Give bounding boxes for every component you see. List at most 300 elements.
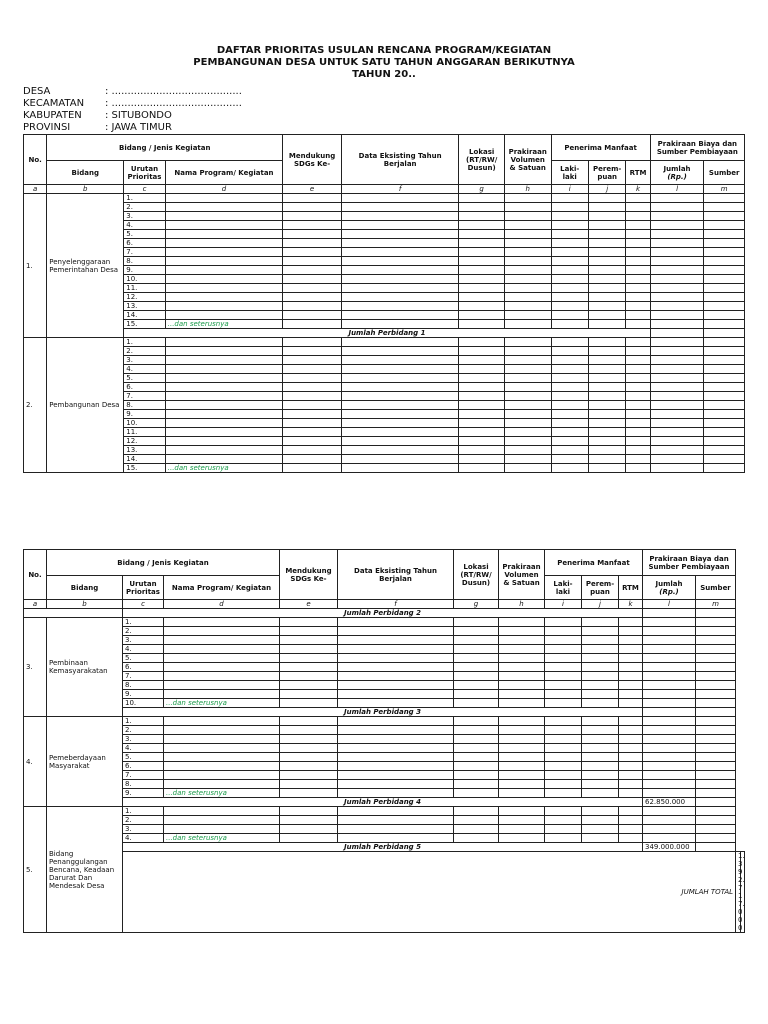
data-cell: [504, 239, 551, 248]
info-kabupaten: [23, 110, 242, 122]
data-cell: [650, 239, 704, 248]
data-cell: [283, 455, 342, 464]
data-cell: [280, 663, 338, 672]
data-cell: [459, 383, 505, 392]
data-cell: [459, 257, 505, 266]
data-cell: [280, 681, 338, 690]
data-cell: [459, 464, 505, 473]
data-cell: [504, 410, 551, 419]
data-cell: [283, 347, 342, 356]
data-cell: [341, 419, 458, 428]
data-cell: [696, 627, 736, 636]
item-row: [24, 248, 745, 257]
header-penerima: Penerima Manfaat: [545, 550, 643, 576]
data-cell: [626, 356, 650, 365]
subtotal-row: [24, 843, 745, 852]
data-cell: [582, 807, 619, 816]
data-cell: [643, 762, 696, 771]
title-line-2: PEMBANGUNAN DESA UNTUK SATU TAHUN ANGGARAN BERIKUTNYA: [193, 57, 575, 68]
data-cell: [704, 464, 745, 473]
data-cell: [551, 464, 588, 473]
data-cell: [499, 816, 545, 825]
data-cell: [626, 410, 650, 419]
column-letter: c: [124, 185, 166, 194]
item-row: [24, 717, 745, 726]
data-cell: [704, 203, 745, 212]
data-cell: [504, 275, 551, 284]
data-cell: [499, 654, 545, 663]
data-cell: [504, 194, 551, 203]
data-cell: [545, 780, 582, 789]
item-row: [24, 645, 745, 654]
subtotal-amount: 349.000.000: [643, 843, 696, 852]
header-bidang: Bidang: [47, 576, 123, 600]
data-cell: [338, 636, 454, 645]
data-cell: [582, 816, 619, 825]
data-cell: [696, 618, 736, 627]
data-cell: [545, 654, 582, 663]
header-eksisting: Data Eksisting Tahun Berjalan: [338, 550, 454, 600]
data-cell: [338, 816, 454, 825]
data-cell: [704, 194, 745, 203]
data-cell: [650, 383, 704, 392]
data-cell: [545, 789, 582, 798]
data-cell: [704, 374, 745, 383]
data-cell: [280, 627, 338, 636]
data-cell: [454, 636, 499, 645]
program-name-cell: [165, 293, 282, 302]
data-cell: [504, 284, 551, 293]
data-cell: [704, 266, 745, 275]
priority-number: 5.: [124, 374, 166, 383]
data-cell: [588, 401, 625, 410]
data-cell: [454, 618, 499, 627]
data-cell: [459, 239, 505, 248]
data-cell: [588, 275, 625, 284]
header-biaya: Prakiraan Biaya dan Sumber Pembiayaan: [643, 550, 736, 576]
section-number: 2.: [24, 338, 47, 473]
subtotal-label: Jumlah Perbidang 1: [124, 329, 650, 338]
data-cell: [280, 753, 338, 762]
data-cell: [626, 419, 650, 428]
data-cell: [545, 690, 582, 699]
data-cell: [704, 221, 745, 230]
data-cell: [588, 365, 625, 374]
empty-cell: [696, 708, 736, 717]
data-cell: [643, 663, 696, 672]
data-cell: [650, 347, 704, 356]
data-cell: [588, 356, 625, 365]
data-cell: [582, 735, 619, 744]
data-cell: [499, 744, 545, 753]
data-cell: [619, 834, 643, 843]
data-cell: [650, 410, 704, 419]
data-cell: [341, 338, 458, 347]
column-letter: e: [280, 600, 338, 609]
data-cell: [650, 194, 704, 203]
header-perempuan: Perem-puan: [588, 161, 625, 185]
header-jumlah-label: Jumlah: [663, 164, 691, 173]
data-cell: [626, 293, 650, 302]
data-cell: [280, 780, 338, 789]
data-cell: [341, 446, 458, 455]
program-name-cell: [165, 203, 282, 212]
priority-number: 1.: [124, 338, 166, 347]
data-cell: [588, 302, 625, 311]
data-cell: [499, 762, 545, 771]
data-cell: [459, 194, 505, 203]
program-name-cell: [164, 789, 280, 798]
data-cell: [338, 807, 454, 816]
item-row: [24, 221, 745, 230]
data-cell: [499, 636, 545, 645]
data-cell: [551, 392, 588, 401]
data-cell: [459, 275, 505, 284]
data-cell: [504, 419, 551, 428]
item-row: [24, 780, 745, 789]
data-cell: [551, 383, 588, 392]
header-sdgs: Mendukung SDGs Ke-: [283, 135, 342, 185]
data-cell: [551, 203, 588, 212]
data-cell: [454, 627, 499, 636]
data-cell: [341, 428, 458, 437]
priority-number: 15.: [124, 464, 166, 473]
data-cell: [341, 221, 458, 230]
data-cell: [582, 780, 619, 789]
data-cell: [551, 338, 588, 347]
item-row: [24, 672, 745, 681]
data-cell: [341, 455, 458, 464]
program-name-cell: [165, 455, 282, 464]
priority-table-page-1: [23, 134, 745, 473]
continuation-text: ...dan seterusnya: [167, 464, 229, 472]
item-row: [24, 293, 745, 302]
program-name-cell: [164, 744, 280, 753]
priority-number: 9.: [124, 410, 166, 419]
data-cell: [280, 735, 338, 744]
data-cell: [650, 230, 704, 239]
data-cell: [338, 834, 454, 843]
data-cell: [696, 807, 736, 816]
data-cell: [338, 654, 454, 663]
priority-number: 7.: [123, 771, 164, 780]
data-cell: [280, 645, 338, 654]
data-cell: [704, 248, 745, 257]
priority-number: 1.: [123, 807, 164, 816]
subtotal-row: [24, 798, 745, 807]
data-cell: [704, 293, 745, 302]
item-row: [24, 275, 745, 284]
data-cell: [704, 356, 745, 365]
data-cell: [341, 194, 458, 203]
data-cell: [704, 320, 745, 329]
data-cell: [582, 762, 619, 771]
data-cell: [551, 212, 588, 221]
data-cell: [283, 194, 342, 203]
info-provinsi: [23, 122, 242, 134]
data-cell: [283, 203, 342, 212]
header-rtm: RTM: [626, 161, 650, 185]
data-cell: [643, 816, 696, 825]
column-letter: j: [582, 600, 619, 609]
data-cell: [643, 807, 696, 816]
item-row: [24, 762, 745, 771]
priority-number: 8.: [123, 780, 164, 789]
data-cell: [454, 807, 499, 816]
program-name-cell: [164, 735, 280, 744]
data-cell: [619, 816, 643, 825]
data-cell: [499, 735, 545, 744]
priority-number: 10.: [124, 419, 166, 428]
data-cell: [626, 365, 650, 374]
data-cell: [619, 717, 643, 726]
data-cell: [499, 627, 545, 636]
data-cell: [626, 212, 650, 221]
data-cell: [626, 338, 650, 347]
data-cell: [499, 726, 545, 735]
priority-number: 3.: [123, 636, 164, 645]
subtotal-label: Jumlah Perbidang 5: [123, 843, 643, 852]
subtotal-label: Jumlah Perbidang 4: [123, 798, 643, 807]
data-cell: [626, 320, 650, 329]
data-cell: [704, 338, 745, 347]
data-cell: [626, 266, 650, 275]
data-cell: [280, 636, 338, 645]
data-cell: [283, 230, 342, 239]
priority-number: 4.: [123, 645, 164, 654]
title-line-3: TAHUN 20..: [352, 69, 416, 80]
priority-number: 4.: [124, 221, 166, 230]
data-cell: [551, 374, 588, 383]
data-cell: [696, 753, 736, 762]
column-letter: k: [619, 600, 643, 609]
program-name-cell: [164, 690, 280, 699]
item-row: [24, 311, 745, 320]
data-cell: [459, 428, 505, 437]
data-cell: [504, 392, 551, 401]
data-cell: [459, 446, 505, 455]
priority-number: 6.: [123, 663, 164, 672]
data-cell: [643, 825, 696, 834]
empty-cell: [696, 609, 736, 618]
data-cell: [696, 654, 736, 663]
data-cell: [499, 780, 545, 789]
data-cell: [454, 735, 499, 744]
header-penerima: Penerima Manfaat: [551, 135, 650, 161]
data-cell: [643, 834, 696, 843]
item-row: [24, 464, 745, 473]
program-name-cell: [165, 248, 282, 257]
info-label: PROVINSI: [23, 122, 71, 133]
document-title: [0, 45, 768, 81]
subtotal-row: [24, 609, 745, 618]
data-cell: [459, 356, 505, 365]
data-cell: [619, 690, 643, 699]
data-cell: [582, 672, 619, 681]
data-cell: [454, 654, 499, 663]
data-cell: [582, 753, 619, 762]
data-cell: [619, 780, 643, 789]
priority-number: 7.: [124, 392, 166, 401]
data-cell: [696, 699, 736, 708]
data-cell: [704, 257, 745, 266]
priority-number: 2.: [124, 203, 166, 212]
data-cell: [454, 762, 499, 771]
data-cell: [459, 347, 505, 356]
data-cell: [582, 654, 619, 663]
header-laki: Laki-laki: [551, 161, 588, 185]
data-cell: [338, 771, 454, 780]
priority-number: 1.: [124, 194, 166, 203]
data-cell: [582, 645, 619, 654]
data-cell: [704, 212, 745, 221]
data-cell: [582, 618, 619, 627]
data-cell: [588, 293, 625, 302]
priority-number: 6.: [123, 762, 164, 771]
program-name-cell: [165, 284, 282, 293]
item-row: [24, 636, 745, 645]
data-cell: [283, 401, 342, 410]
data-cell: [650, 221, 704, 230]
item-row: [24, 834, 745, 843]
data-cell: [341, 365, 458, 374]
data-cell: [643, 744, 696, 753]
data-cell: [704, 446, 745, 455]
header-biaya: Prakiraan Biaya dan Sumber Pembiayaan: [650, 135, 744, 161]
data-cell: [696, 825, 736, 834]
data-cell: [696, 771, 736, 780]
data-cell: [619, 753, 643, 762]
data-cell: [283, 239, 342, 248]
data-cell: [504, 446, 551, 455]
data-cell: [499, 717, 545, 726]
item-row: [24, 401, 745, 410]
priority-number: 2.: [123, 726, 164, 735]
priority-number: 7.: [123, 672, 164, 681]
program-name-cell: [164, 726, 280, 735]
data-cell: [696, 717, 736, 726]
empty-cell: [696, 798, 736, 807]
data-cell: [650, 266, 704, 275]
data-cell: [551, 257, 588, 266]
program-name-cell: [164, 627, 280, 636]
data-cell: [650, 320, 704, 329]
program-name-cell: [165, 401, 282, 410]
info-value: : JAWA TIMUR: [105, 122, 172, 133]
data-cell: [588, 437, 625, 446]
data-cell: [588, 374, 625, 383]
data-cell: [283, 446, 342, 455]
column-letter: f: [341, 185, 458, 194]
item-row: [24, 735, 745, 744]
data-cell: [454, 681, 499, 690]
item-row: [24, 365, 745, 374]
priority-number: 1.: [123, 717, 164, 726]
data-cell: [341, 275, 458, 284]
program-name-cell: [165, 383, 282, 392]
data-cell: [454, 825, 499, 834]
data-cell: [551, 446, 588, 455]
data-cell: [459, 374, 505, 383]
data-cell: [643, 645, 696, 654]
data-cell: [341, 410, 458, 419]
data-cell: [545, 762, 582, 771]
data-cell: [588, 320, 625, 329]
program-name-cell: [165, 356, 282, 365]
column-letter: m: [696, 600, 736, 609]
data-cell: [650, 302, 704, 311]
data-cell: [341, 383, 458, 392]
data-cell: [459, 410, 505, 419]
program-name-cell: [165, 428, 282, 437]
info-label: KECAMATAN: [23, 98, 85, 109]
data-cell: [545, 735, 582, 744]
data-cell: [626, 446, 650, 455]
data-cell: [341, 374, 458, 383]
header-bidang-jenis: Bidang / Jenis Kegiatan: [47, 135, 283, 161]
header-row: [24, 550, 745, 576]
data-cell: [582, 663, 619, 672]
data-cell: [643, 771, 696, 780]
data-cell: [696, 663, 736, 672]
grand-total-row: [24, 852, 745, 933]
item-row: [24, 194, 745, 203]
data-cell: [283, 383, 342, 392]
data-cell: [626, 275, 650, 284]
data-cell: [338, 717, 454, 726]
item-row: [24, 383, 745, 392]
priority-number: 4.: [123, 744, 164, 753]
data-cell: [504, 347, 551, 356]
data-cell: [551, 194, 588, 203]
header-sumber: Sumber: [704, 161, 745, 185]
data-cell: [545, 744, 582, 753]
grand-total-label: JUMLAH TOTAL: [123, 852, 736, 933]
priority-number: 13.: [124, 302, 166, 311]
data-cell: [650, 284, 704, 293]
data-cell: [341, 248, 458, 257]
program-name-cell: [165, 464, 282, 473]
column-letter: b: [47, 600, 123, 609]
item-row: [24, 356, 745, 365]
data-cell: [650, 419, 704, 428]
data-cell: [341, 401, 458, 410]
header-lokasi: Lokasi (RT/RW/ Dusun): [454, 550, 499, 600]
data-cell: [454, 834, 499, 843]
item-row: [24, 627, 745, 636]
item-row: [24, 239, 745, 248]
data-cell: [551, 365, 588, 374]
header-nama: Nama Program/ Kegiatan: [164, 576, 280, 600]
data-cell: [551, 437, 588, 446]
header-urutan: Urutan Prioritas: [123, 576, 164, 600]
column-letter: a: [24, 185, 47, 194]
data-cell: [696, 681, 736, 690]
priority-number: 8.: [123, 681, 164, 690]
data-cell: [643, 654, 696, 663]
data-cell: [551, 320, 588, 329]
priority-number: 4.: [123, 834, 164, 843]
data-cell: [283, 365, 342, 374]
header-jumlah: [643, 576, 696, 600]
program-name-cell: [165, 392, 282, 401]
data-cell: [588, 284, 625, 293]
item-row: [24, 338, 745, 347]
item-row: [24, 699, 745, 708]
data-cell: [551, 428, 588, 437]
data-cell: [650, 365, 704, 374]
data-cell: [459, 338, 505, 347]
